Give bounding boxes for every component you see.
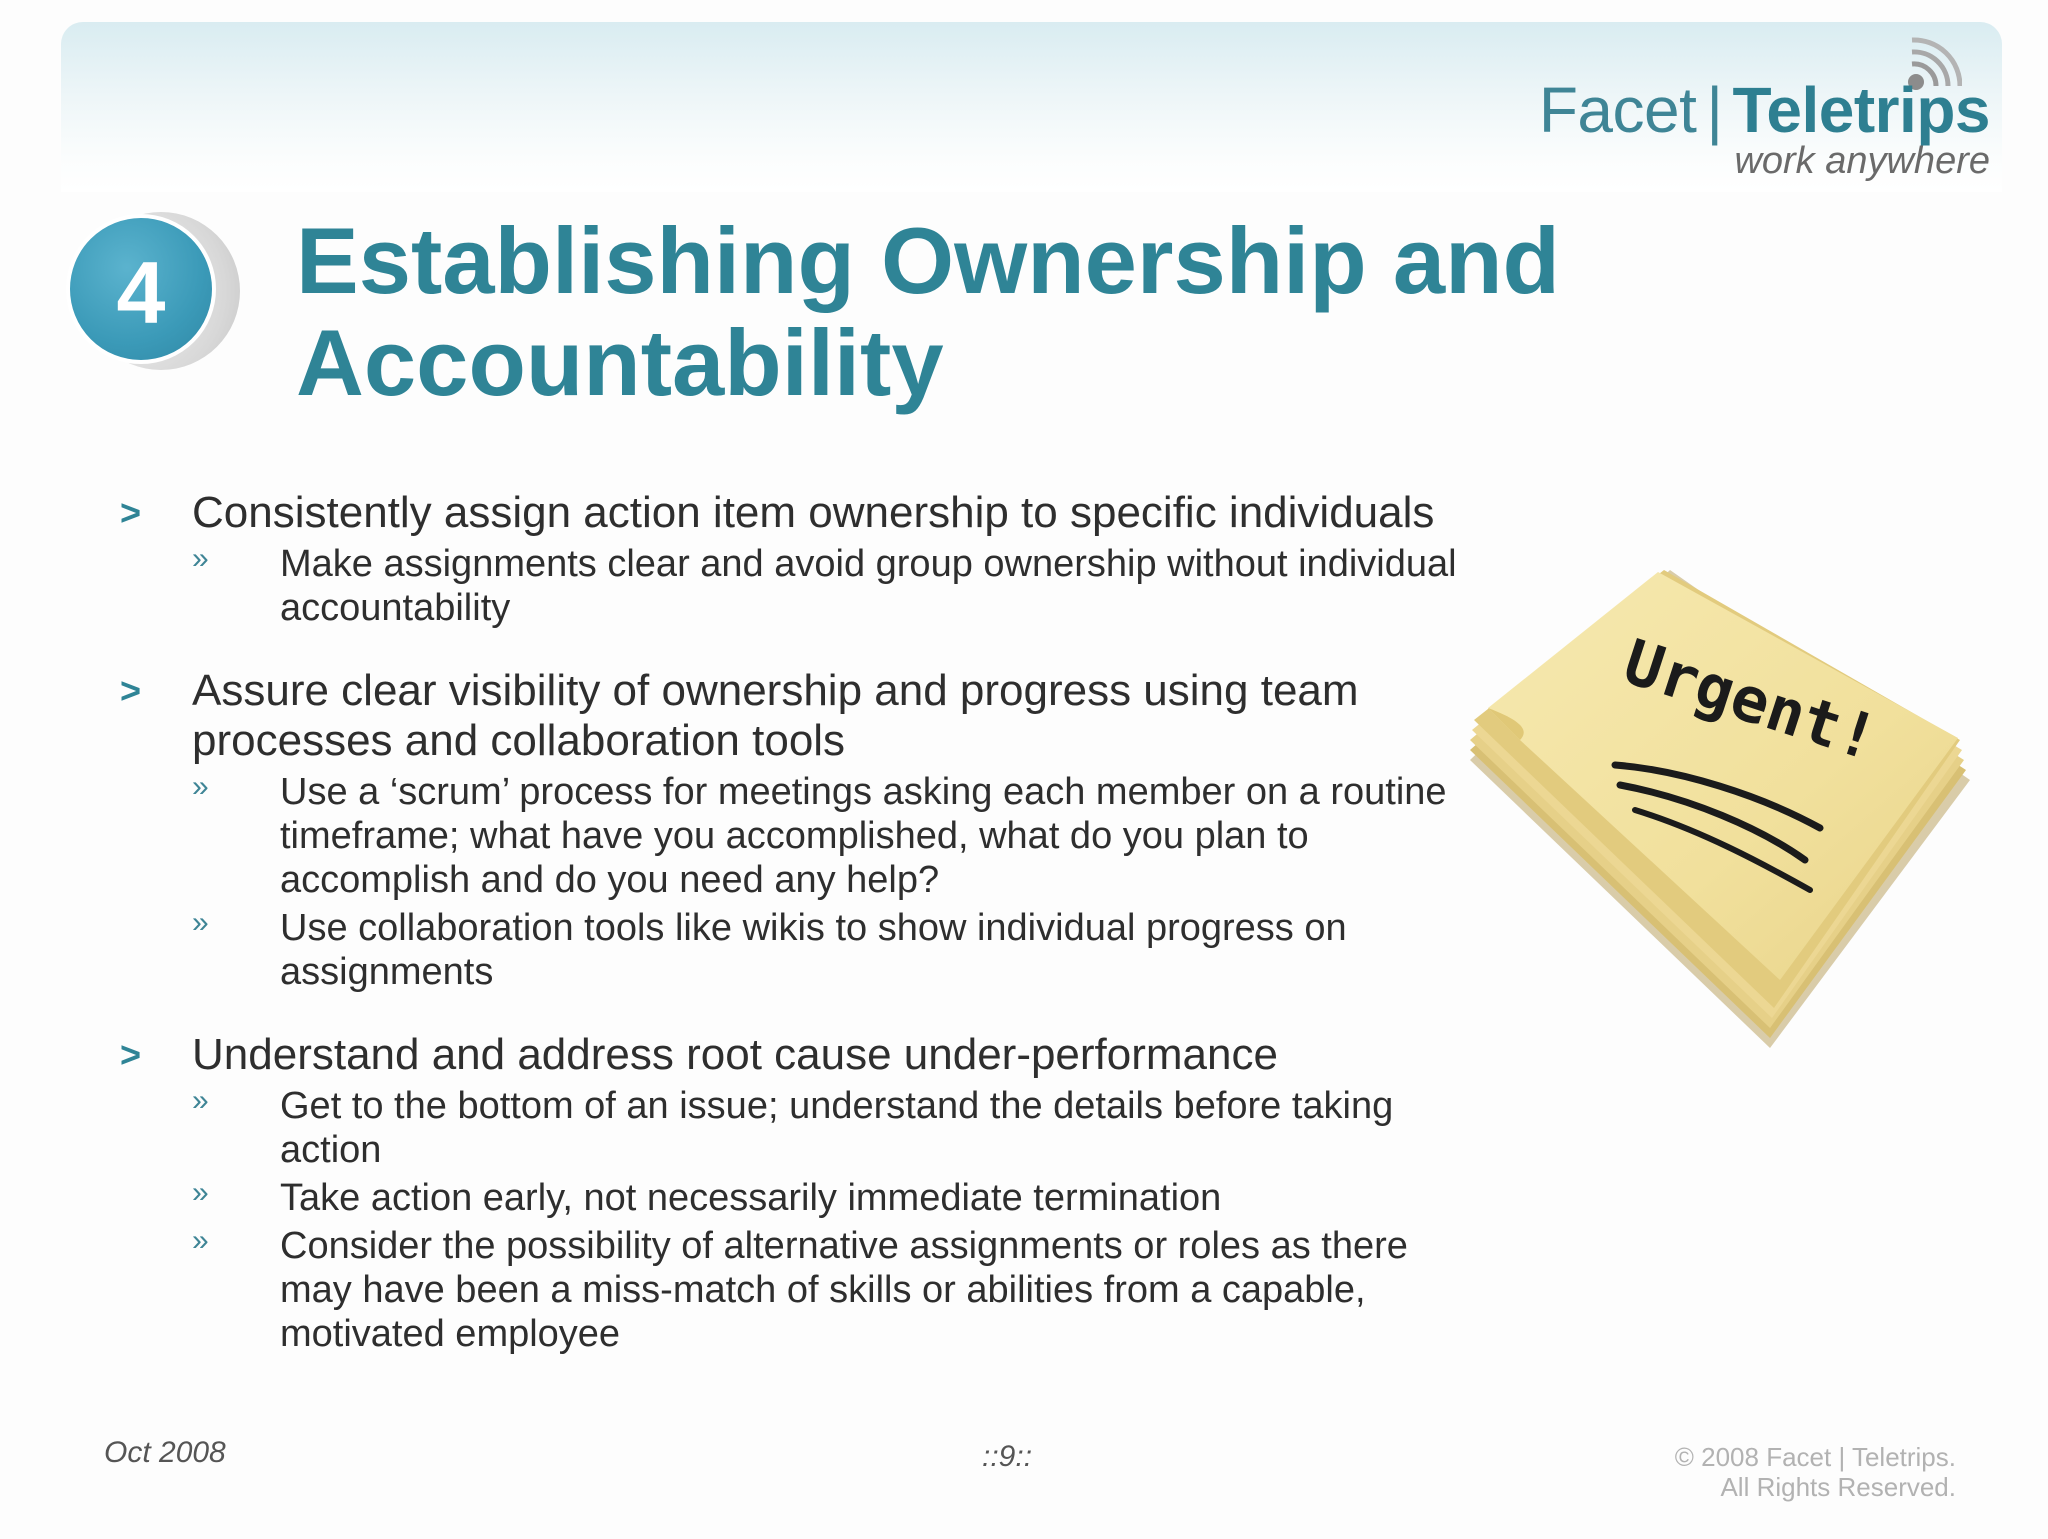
sub-bullet-text: Use collaboration tools like wikis to show individual progress on assignments [280, 907, 1347, 993]
sub-bullet-item [192, 542, 1460, 630]
copyright [1675, 1442, 1956, 1502]
sub-bullet-text: Use a ‘scrum’ process for meetings asking each member on a routine timeframe; what have you accomplished, what do you plan to accomplish and do you need any help? [280, 771, 1447, 901]
sticky-note-image [1460, 570, 1980, 1050]
sub-bullet-text: Make assignments clear and avoid group ownership without individual accountability [280, 543, 1457, 629]
note-handwriting: Urgent! [1615, 624, 1887, 776]
bullet-text: Consistently assign action item ownership to specific individuals [192, 488, 1435, 537]
slide-title [296, 210, 1596, 414]
company-logo [1470, 36, 1990, 186]
logo-separator: | [1706, 74, 1723, 146]
title-line-1: Establishing Ownership and [296, 208, 1560, 313]
sub-bullet-marker: » [192, 1176, 209, 1209]
sub-bullet-marker: » [192, 1084, 209, 1117]
bullet-marker: > [120, 670, 142, 711]
section-badge [66, 212, 242, 376]
sub-bullet-text: Take action early, not necessarily immediate termination [280, 1177, 1222, 1219]
logo-tagline: work anywhere [1734, 140, 1990, 182]
sub-bullet-text: Consider the possibility of alternative assignments or roles as there may have been a miss-match of skills or abilities from a capable, motivated employee [280, 1225, 1408, 1355]
footer-date: Oct 2008 [104, 1436, 226, 1469]
bullet-text: Understand and address root cause under-performance [192, 1030, 1278, 1079]
bullet-item [120, 666, 1460, 994]
section-number: 4 [66, 214, 216, 364]
sticky-note-illustration [1460, 570, 1980, 1050]
copyright-line-2: All Rights Reserved. [1720, 1472, 1956, 1502]
bullet-marker: > [120, 1034, 142, 1075]
sub-bullet-marker: » [192, 1224, 209, 1257]
bullet-marker: > [120, 492, 142, 533]
bullet-text: Assure clear visibility of ownership and progress using team processes and collaboration tools [192, 666, 1359, 765]
sub-bullet-item [192, 770, 1460, 902]
sub-bullet-marker: » [192, 906, 209, 939]
logo-teletrips: Teletrips [1732, 74, 1990, 146]
logo-facet: Facet [1538, 74, 1697, 146]
sub-bullet-item [192, 1084, 1460, 1172]
title-line-2: Accountability [296, 310, 944, 415]
sub-bullet-marker: » [192, 770, 209, 803]
sub-bullet-marker: » [192, 542, 209, 575]
bullet-item [120, 1030, 1460, 1356]
sub-bullet-item [192, 1224, 1460, 1356]
logo-wordmark [1539, 72, 1990, 148]
sub-bullet-text: Get to the bottom of an issue; understand the details before taking action [280, 1085, 1394, 1171]
sub-bullet-item [192, 1176, 1460, 1220]
copyright-line-1: © 2008 Facet | Teletrips. [1674, 1442, 1956, 1472]
sub-bullet-item [192, 906, 1460, 994]
bullet-item [120, 488, 1460, 630]
page-number: ::9:: [982, 1440, 1033, 1473]
bullet-list [120, 488, 1460, 1392]
